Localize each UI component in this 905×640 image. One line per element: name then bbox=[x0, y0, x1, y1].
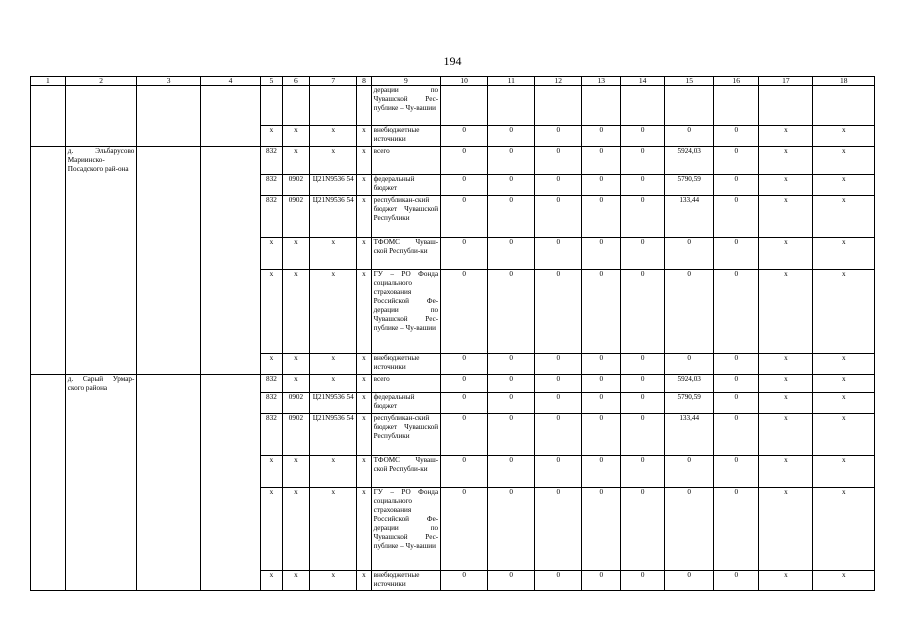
cell-c5: х bbox=[261, 126, 282, 147]
column-header: 8 bbox=[357, 77, 371, 86]
cell-v11: 0 bbox=[488, 237, 535, 269]
cell-v16: 0 bbox=[714, 126, 759, 147]
funding-source: ГУ – РО Фонда социального страхования Российской Фе-дерации по Чувашской Рес-публике – Чу-вашии bbox=[371, 269, 441, 353]
cell-v13: 0 bbox=[582, 353, 621, 374]
funding-source: федеральный бюджет bbox=[371, 174, 441, 195]
table-row bbox=[31, 126, 875, 147]
column-header-row bbox=[31, 77, 875, 86]
table-row bbox=[31, 414, 875, 456]
cell-v10: 0 bbox=[441, 353, 488, 374]
cell-c5: 832 bbox=[261, 195, 282, 237]
cell-c7: х bbox=[310, 456, 357, 488]
cell-c7: Ц21N9536 54 bbox=[310, 174, 357, 195]
cell-col3 bbox=[137, 237, 200, 269]
cell-col1 bbox=[31, 393, 66, 414]
cell-v18: х bbox=[813, 126, 875, 147]
cell-col4 bbox=[200, 488, 260, 571]
cell-col4 bbox=[200, 353, 260, 374]
cell-v15: 0 bbox=[665, 269, 714, 353]
cell-c5: х bbox=[261, 237, 282, 269]
cell-c8: х bbox=[357, 456, 371, 488]
cell-col1 bbox=[31, 86, 66, 126]
cell-col1 bbox=[31, 195, 66, 237]
cell-v11: 0 bbox=[488, 269, 535, 353]
cell-v10: 0 bbox=[441, 147, 488, 175]
cell-v18: х bbox=[813, 195, 875, 237]
cell-v15: 5924,03 bbox=[665, 147, 714, 175]
cell-v16 bbox=[714, 86, 759, 126]
cell-v13: 0 bbox=[582, 195, 621, 237]
funding-source: дерации по Чувашской Рес-публике – Чу-вашии bbox=[371, 86, 441, 126]
cell-c7: х bbox=[310, 147, 357, 175]
cell-c6: х bbox=[282, 571, 310, 591]
table-row bbox=[31, 456, 875, 488]
cell-col4 bbox=[200, 374, 260, 393]
cell-col4 bbox=[200, 269, 260, 353]
cell-v14: 0 bbox=[621, 147, 665, 175]
cell-v14: 0 bbox=[621, 353, 665, 374]
cell-v16: 0 bbox=[714, 195, 759, 237]
table-row bbox=[31, 174, 875, 195]
settlement-name bbox=[65, 174, 137, 195]
cell-v16: 0 bbox=[714, 353, 759, 374]
cell-c6: 0902 bbox=[282, 414, 310, 456]
cell-col1 bbox=[31, 488, 66, 571]
cell-v15: 5924,03 bbox=[665, 374, 714, 393]
cell-col1 bbox=[31, 456, 66, 488]
cell-v10 bbox=[441, 86, 488, 126]
cell-v17: х bbox=[759, 126, 813, 147]
funding-source: всего bbox=[371, 147, 441, 175]
settlement-name bbox=[65, 195, 137, 237]
cell-col3 bbox=[137, 126, 200, 147]
cell-col4 bbox=[200, 86, 260, 126]
cell-c7: х bbox=[310, 126, 357, 147]
column-header: 12 bbox=[535, 77, 582, 86]
cell-v15: 0 bbox=[665, 126, 714, 147]
cell-v11: 0 bbox=[488, 414, 535, 456]
cell-v10: 0 bbox=[441, 269, 488, 353]
cell-v14: 0 bbox=[621, 195, 665, 237]
funding-source: внебюджетные источники bbox=[371, 571, 441, 591]
cell-c6: х bbox=[282, 488, 310, 571]
cell-v18: х bbox=[813, 353, 875, 374]
cell-v16: 0 bbox=[714, 488, 759, 571]
cell-v11: 0 bbox=[488, 147, 535, 175]
column-header: 9 bbox=[371, 77, 441, 86]
table-row bbox=[31, 374, 875, 393]
funding-source: ГУ – РО Фонда социального страхования Российской Фе-дерации по Чувашской Рес-публике – Чу-вашии bbox=[371, 488, 441, 571]
cell-c7: х bbox=[310, 353, 357, 374]
cell-v12: 0 bbox=[535, 147, 582, 175]
cell-v13: 0 bbox=[582, 488, 621, 571]
cell-v18: х bbox=[813, 174, 875, 195]
settlement-name bbox=[65, 86, 137, 126]
cell-col4 bbox=[200, 126, 260, 147]
settlement-name bbox=[65, 571, 137, 591]
cell-v13: 0 bbox=[582, 237, 621, 269]
cell-v15: 0 bbox=[665, 456, 714, 488]
cell-col4 bbox=[200, 393, 260, 414]
cell-col3 bbox=[137, 571, 200, 591]
cell-v17: х bbox=[759, 353, 813, 374]
cell-col1 bbox=[31, 126, 66, 147]
cell-col4 bbox=[200, 147, 260, 175]
cell-c6 bbox=[282, 86, 310, 126]
cell-v15 bbox=[665, 86, 714, 126]
cell-v12: 0 bbox=[535, 456, 582, 488]
column-header: 1 bbox=[31, 77, 66, 86]
cell-v17: х bbox=[759, 174, 813, 195]
column-header: 14 bbox=[621, 77, 665, 86]
cell-v17: х bbox=[759, 269, 813, 353]
cell-c7 bbox=[310, 86, 357, 126]
cell-v15: 0 bbox=[665, 488, 714, 571]
funding-source: внебюджетные источники bbox=[371, 126, 441, 147]
cell-c5: х bbox=[261, 269, 282, 353]
cell-c5: 832 bbox=[261, 374, 282, 393]
table-row bbox=[31, 237, 875, 269]
cell-v13: 0 bbox=[582, 571, 621, 591]
cell-col1 bbox=[31, 571, 66, 591]
cell-c6: х bbox=[282, 126, 310, 147]
cell-v10: 0 bbox=[441, 488, 488, 571]
cell-v17: х bbox=[759, 195, 813, 237]
cell-v12: 0 bbox=[535, 353, 582, 374]
cell-c8: х bbox=[357, 353, 371, 374]
cell-v18: х bbox=[813, 374, 875, 393]
cell-c8 bbox=[357, 86, 371, 126]
cell-v18: х bbox=[813, 237, 875, 269]
table-row bbox=[31, 571, 875, 591]
cell-v17: х bbox=[759, 488, 813, 571]
cell-v15: 0 bbox=[665, 353, 714, 374]
cell-c5: х bbox=[261, 456, 282, 488]
cell-c5: 832 bbox=[261, 414, 282, 456]
cell-v14: 0 bbox=[621, 456, 665, 488]
cell-col3 bbox=[137, 147, 200, 175]
cell-col3 bbox=[137, 269, 200, 353]
cell-v13: 0 bbox=[582, 393, 621, 414]
column-header: 5 bbox=[261, 77, 282, 86]
cell-col3 bbox=[137, 374, 200, 393]
cell-v10: 0 bbox=[441, 456, 488, 488]
cell-v13: 0 bbox=[582, 147, 621, 175]
cell-v13: 0 bbox=[582, 374, 621, 393]
settlement-name: д. Сарый Урмар-ского района bbox=[65, 374, 137, 393]
table-row bbox=[31, 488, 875, 571]
column-header: 17 bbox=[759, 77, 813, 86]
settlement-name bbox=[65, 488, 137, 571]
cell-v15: 5790,59 bbox=[665, 174, 714, 195]
cell-v10: 0 bbox=[441, 195, 488, 237]
cell-col1 bbox=[31, 237, 66, 269]
cell-v17 bbox=[759, 86, 813, 126]
cell-v15: 0 bbox=[665, 571, 714, 591]
cell-v14: 0 bbox=[621, 126, 665, 147]
cell-c5: 832 bbox=[261, 147, 282, 175]
funding-source: ТФОМС Чуваш-ской Республи-ки bbox=[371, 237, 441, 269]
funding-source: республикан-ский бюджет Чувашской Республики bbox=[371, 195, 441, 237]
column-header: 7 bbox=[310, 77, 357, 86]
cell-c6: х bbox=[282, 456, 310, 488]
cell-v15: 0 bbox=[665, 237, 714, 269]
cell-col4 bbox=[200, 571, 260, 591]
cell-v11: 0 bbox=[488, 374, 535, 393]
cell-v13: 0 bbox=[582, 126, 621, 147]
cell-v16: 0 bbox=[714, 237, 759, 269]
cell-v12: 0 bbox=[535, 374, 582, 393]
cell-v10: 0 bbox=[441, 174, 488, 195]
cell-v14: 0 bbox=[621, 414, 665, 456]
cell-v14: 0 bbox=[621, 393, 665, 414]
column-header: 15 bbox=[665, 77, 714, 86]
settlement-name bbox=[65, 456, 137, 488]
cell-v18: х bbox=[813, 456, 875, 488]
cell-v17: х bbox=[759, 456, 813, 488]
cell-c8: х bbox=[357, 147, 371, 175]
cell-v11: 0 bbox=[488, 393, 535, 414]
column-header: 4 bbox=[200, 77, 260, 86]
cell-c7: х bbox=[310, 571, 357, 591]
cell-col4 bbox=[200, 174, 260, 195]
column-header: 6 bbox=[282, 77, 310, 86]
funding-source: ТФОМС Чуваш-ской Республи-ки bbox=[371, 456, 441, 488]
cell-v16: 0 bbox=[714, 269, 759, 353]
cell-v14 bbox=[621, 86, 665, 126]
cell-v17: х bbox=[759, 414, 813, 456]
cell-v18: х bbox=[813, 571, 875, 591]
cell-v17: х bbox=[759, 571, 813, 591]
cell-v18 bbox=[813, 86, 875, 126]
cell-c7: х bbox=[310, 488, 357, 571]
funding-source: федеральный бюджет bbox=[371, 393, 441, 414]
cell-v11: 0 bbox=[488, 456, 535, 488]
column-header: 3 bbox=[137, 77, 200, 86]
settlement-name bbox=[65, 126, 137, 147]
cell-v18: х bbox=[813, 414, 875, 456]
table-row bbox=[31, 147, 875, 175]
cell-v12: 0 bbox=[535, 488, 582, 571]
table-row bbox=[31, 393, 875, 414]
cell-c5: 832 bbox=[261, 393, 282, 414]
cell-c5: х bbox=[261, 571, 282, 591]
cell-v11: 0 bbox=[488, 126, 535, 147]
page-number: 194 bbox=[443, 54, 462, 68]
cell-col1 bbox=[31, 269, 66, 353]
cell-v12: 0 bbox=[535, 174, 582, 195]
cell-v11: 0 bbox=[488, 195, 535, 237]
cell-col1 bbox=[31, 414, 66, 456]
cell-v11: 0 bbox=[488, 488, 535, 571]
cell-v14: 0 bbox=[621, 571, 665, 591]
cell-col1 bbox=[31, 353, 66, 374]
cell-col1 bbox=[31, 174, 66, 195]
cell-v17: х bbox=[759, 147, 813, 175]
cell-v12: 0 bbox=[535, 571, 582, 591]
cell-v15: 5790,59 bbox=[665, 393, 714, 414]
cell-col3 bbox=[137, 393, 200, 414]
funding-source: всего bbox=[371, 374, 441, 393]
cell-v13: 0 bbox=[582, 174, 621, 195]
table-row bbox=[31, 195, 875, 237]
funding-source: республикан-ский бюджет Чувашской Республики bbox=[371, 414, 441, 456]
budget-table bbox=[30, 76, 875, 591]
cell-v16: 0 bbox=[714, 174, 759, 195]
cell-c7: х bbox=[310, 237, 357, 269]
cell-col4 bbox=[200, 237, 260, 269]
cell-v11: 0 bbox=[488, 571, 535, 591]
cell-c7: Ц21N9536 54 bbox=[310, 414, 357, 456]
cell-c7: х bbox=[310, 374, 357, 393]
table-row bbox=[31, 86, 875, 126]
cell-v10: 0 bbox=[441, 571, 488, 591]
cell-col3 bbox=[137, 195, 200, 237]
cell-v10: 0 bbox=[441, 393, 488, 414]
cell-col3 bbox=[137, 353, 200, 374]
cell-col3 bbox=[137, 414, 200, 456]
cell-v17: х bbox=[759, 393, 813, 414]
cell-v12: 0 bbox=[535, 237, 582, 269]
cell-col4 bbox=[200, 414, 260, 456]
cell-c6: х bbox=[282, 237, 310, 269]
cell-c8: х bbox=[357, 571, 371, 591]
cell-c6: х bbox=[282, 353, 310, 374]
cell-c6: 0902 bbox=[282, 174, 310, 195]
cell-v13: 0 bbox=[582, 414, 621, 456]
settlement-name bbox=[65, 414, 137, 456]
cell-c8: х bbox=[357, 374, 371, 393]
cell-c5: х bbox=[261, 488, 282, 571]
cell-v16: 0 bbox=[714, 374, 759, 393]
cell-v16: 0 bbox=[714, 147, 759, 175]
cell-c8: х bbox=[357, 237, 371, 269]
cell-v18: х bbox=[813, 488, 875, 571]
cell-v12: 0 bbox=[535, 414, 582, 456]
cell-v16: 0 bbox=[714, 571, 759, 591]
cell-c8: х bbox=[357, 393, 371, 414]
cell-v16: 0 bbox=[714, 393, 759, 414]
cell-v13: 0 bbox=[582, 269, 621, 353]
cell-c5: х bbox=[261, 353, 282, 374]
cell-col1 bbox=[31, 374, 66, 393]
column-header: 10 bbox=[441, 77, 488, 86]
cell-v14: 0 bbox=[621, 488, 665, 571]
settlement-name bbox=[65, 269, 137, 353]
cell-v11 bbox=[488, 86, 535, 126]
cell-c7: Ц21N9536 54 bbox=[310, 393, 357, 414]
cell-v11: 0 bbox=[488, 353, 535, 374]
cell-v14: 0 bbox=[621, 237, 665, 269]
cell-v16: 0 bbox=[714, 414, 759, 456]
cell-v12: 0 bbox=[535, 269, 582, 353]
cell-c7: Ц21N9536 54 bbox=[310, 195, 357, 237]
cell-c6: 0902 bbox=[282, 195, 310, 237]
settlement-name bbox=[65, 393, 137, 414]
cell-v15: 133,44 bbox=[665, 195, 714, 237]
cell-v10: 0 bbox=[441, 237, 488, 269]
cell-col4 bbox=[200, 456, 260, 488]
cell-col3 bbox=[137, 174, 200, 195]
settlement-name: д. Эльбарусово Мариинско-Посадского рай-она bbox=[65, 147, 137, 175]
settlement-name bbox=[65, 353, 137, 374]
settlement-name bbox=[65, 237, 137, 269]
cell-v15: 133,44 bbox=[665, 414, 714, 456]
cell-v10: 0 bbox=[441, 126, 488, 147]
cell-col3 bbox=[137, 86, 200, 126]
cell-c6: 0902 bbox=[282, 393, 310, 414]
cell-v18: х bbox=[813, 393, 875, 414]
cell-v14: 0 bbox=[621, 374, 665, 393]
cell-v13 bbox=[582, 86, 621, 126]
table-body bbox=[31, 86, 875, 591]
cell-c8: х bbox=[357, 269, 371, 353]
cell-col3 bbox=[137, 456, 200, 488]
cell-v18: х bbox=[813, 269, 875, 353]
cell-c5: 832 bbox=[261, 174, 282, 195]
cell-col4 bbox=[200, 195, 260, 237]
cell-col1 bbox=[31, 147, 66, 175]
column-header: 11 bbox=[488, 77, 535, 86]
cell-v13: 0 bbox=[582, 456, 621, 488]
cell-v12: 0 bbox=[535, 393, 582, 414]
funding-source: внебюджетные источники bbox=[371, 353, 441, 374]
table-row bbox=[31, 269, 875, 353]
cell-v12 bbox=[535, 86, 582, 126]
cell-v11: 0 bbox=[488, 174, 535, 195]
cell-col3 bbox=[137, 488, 200, 571]
cell-v17: х bbox=[759, 374, 813, 393]
cell-c5 bbox=[261, 86, 282, 126]
cell-c8: х bbox=[357, 414, 371, 456]
column-header: 13 bbox=[582, 77, 621, 86]
column-header: 18 bbox=[813, 77, 875, 86]
column-header: 16 bbox=[714, 77, 759, 86]
cell-c8: х bbox=[357, 195, 371, 237]
cell-v14: 0 bbox=[621, 174, 665, 195]
cell-c8: х bbox=[357, 126, 371, 147]
cell-v12: 0 bbox=[535, 126, 582, 147]
cell-c6: х bbox=[282, 269, 310, 353]
cell-c6: х bbox=[282, 147, 310, 175]
cell-v14: 0 bbox=[621, 269, 665, 353]
cell-v12: 0 bbox=[535, 195, 582, 237]
table-row bbox=[31, 353, 875, 374]
cell-c8: х bbox=[357, 488, 371, 571]
cell-v16: 0 bbox=[714, 456, 759, 488]
column-header: 2 bbox=[65, 77, 137, 86]
cell-v17: х bbox=[759, 237, 813, 269]
cell-v18: х bbox=[813, 147, 875, 175]
cell-c8: х bbox=[357, 174, 371, 195]
cell-v10: 0 bbox=[441, 414, 488, 456]
cell-v10: 0 bbox=[441, 374, 488, 393]
cell-c6: х bbox=[282, 374, 310, 393]
cell-c7: х bbox=[310, 269, 357, 353]
